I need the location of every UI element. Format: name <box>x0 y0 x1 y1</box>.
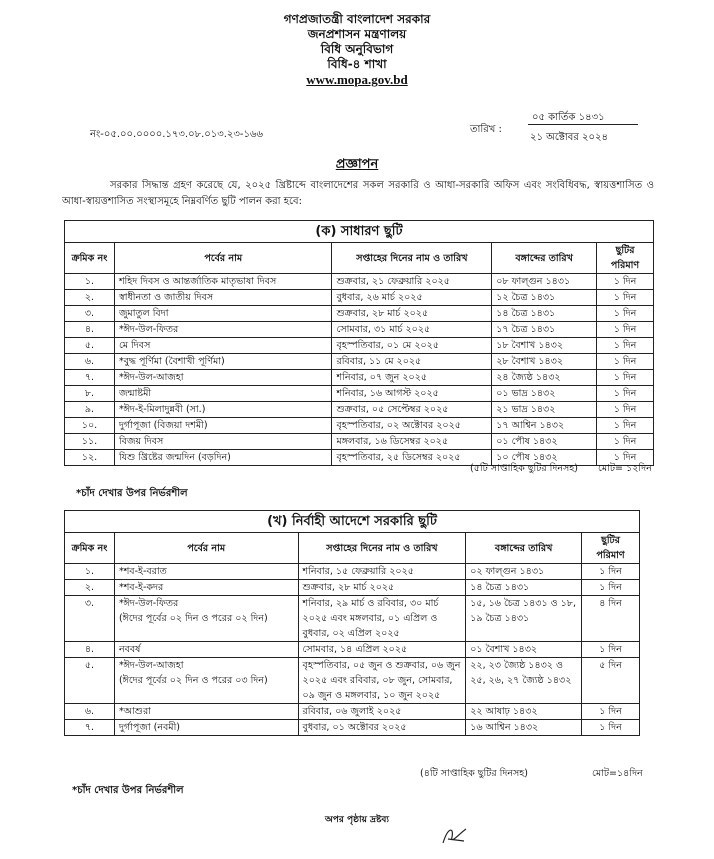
intro-paragraph: সরকার সিদ্ধান্ত গ্রহণ করেছে যে, ২০২৫ খ্রিষ্টাব্দে বাংলাদেশের সকল সরকারি ও আধা-সরকারি অফিস এবং সংবিধিবদ্ধ, স্বায়ত্তশাসিত ও আধা-স্বায়ত্তশাসিত সংস্থাসমূহে নিম্নবর্ণিত ছুটি পালন করা হবে: <box>62 180 654 207</box>
table-cell: ১২. <box>65 450 115 466</box>
table-cell: ১ দিন <box>597 418 654 434</box>
table-cell: ১. <box>65 274 115 290</box>
table-row <box>65 354 654 370</box>
table-a-caption: (ক) সাধারণ ছুটি <box>65 221 654 243</box>
table-cell: বৃহস্পতিবার, ০১ মে ২০২৫ <box>332 338 492 354</box>
page-title <box>0 155 714 176</box>
website-link[interactable]: www.mopa.gov.bd <box>306 72 408 87</box>
table-cell: ০৮ ফাল্গুন ১৪৩১ <box>492 274 597 290</box>
table-cell: বুধবার, ২৬ মার্চ ২০২৫ <box>332 290 492 306</box>
table-cell: ৫. <box>65 658 115 704</box>
table-cell: শুক্রবার, ২৮ মার্চ ২০২৫ <box>298 580 466 596</box>
govt-name: গণপ্রজাতন্ত্রী বাংলাদেশ সরকার <box>283 12 431 26</box>
table-b-footer-note: (৪টি সাপ্তাহিক ছুটির দিনসহ) <box>420 768 529 779</box>
table-cell: ১৮ বৈশাখ ১৪৩২ <box>492 338 597 354</box>
table-cell: ১৫, ১৬ চৈত্র ১৪৩১ ও ১৮, ১৯ চৈত্র ১৪৩১ <box>466 596 582 642</box>
table-cell: ০১ পৌষ ১৪৩২ <box>492 434 597 450</box>
festival-name: *আশুরা <box>118 706 151 717</box>
bangla-date: ০৫ কার্তিক ১৪৩১ <box>532 112 605 123</box>
table-a-footer-total: মোট= ১২দিন <box>598 463 652 474</box>
table-cell: ৩. <box>65 306 115 322</box>
table-cell: ৪ দিন <box>582 596 640 642</box>
table-a-header: পর্বের নাম <box>114 243 332 274</box>
table-cell: শনিবার, ০৭ জুন ২০২৫ <box>332 370 492 386</box>
section-name: বিধি-৪ শাখা <box>327 57 387 71</box>
date-divider <box>528 124 638 125</box>
table-row <box>65 642 640 658</box>
table-cell: জুমাতুল বিদা <box>114 306 332 322</box>
table-b-moon-note: *চাঁদ দেখার উপর নির্ভরশীল <box>72 785 184 796</box>
table-row <box>65 274 654 290</box>
table-cell: ০১ ভাদ্র ১৪৩২ <box>492 386 597 402</box>
festival-name: নববর্ষ <box>118 644 141 655</box>
table-cell: বৃহস্পতিবার, ০২ অক্টোবর ২০২৫ <box>332 418 492 434</box>
table-row <box>65 306 654 322</box>
table-cell: ১৬ আশ্বিন ১৪৩২ <box>466 720 582 736</box>
table-b-header: বঙ্গাব্দের তারিখ <box>466 533 582 564</box>
table-cell: ১৪ চৈত্র ১৪৩১ <box>492 306 597 322</box>
table-cell: ৭. <box>65 720 115 736</box>
table-cell: শনিবার, ২৯ মার্চ ও রবিবার, ৩০ মার্চ ২০২৫ এবং মঙ্গলবার, ০১ এপ্রিল ও বুধবার, ০২ এপ্রিল ২০২৫ <box>298 596 466 642</box>
table-cell: স্বাধীনতা ও জাতীয় দিবস <box>114 290 332 306</box>
table-cell: ৮. <box>65 386 115 402</box>
table-cell: বৃহস্পতিবার, ২৫ ডিসেম্বর ২০২৫ <box>332 450 492 466</box>
general-holidays-table <box>64 220 654 466</box>
table-cell <box>114 596 298 642</box>
table-row <box>65 322 654 338</box>
table-cell: ২৮ বৈশাখ ১৪৩২ <box>492 354 597 370</box>
table-cell: ৫ দিন <box>582 658 640 704</box>
table-cell: ১ দিন <box>597 322 654 338</box>
festival-name: *ঈদ-উল-ফিতর <box>118 598 179 609</box>
table-cell <box>114 720 298 736</box>
table-cell: সোমবার, ৩১ মার্চ ২০২৫ <box>332 322 492 338</box>
table-cell: রবিবার, ১১ মে ২০২৫ <box>332 354 492 370</box>
table-cell: ২২, ২৩ জ্যৈষ্ঠ ১৪৩২ ও ২৫, ২৬, ২৭ জ্যৈষ্ঠ ১৪৩২ <box>466 658 582 704</box>
table-cell: ১ দিন <box>597 290 654 306</box>
table-a-header: ক্রমিক নং <box>65 243 115 274</box>
table-cell: শুক্রবার, ০৫ সেপ্টেম্বর ২০২৫ <box>332 402 492 418</box>
table-row <box>65 370 654 386</box>
table-cell: ১ দিন <box>582 642 640 658</box>
table-cell: জন্মাষ্টমী <box>114 386 332 402</box>
table-a-header: সপ্তাহের দিনের নাম ও তারিখ <box>332 243 492 274</box>
table-b-header: পর্বের নাম <box>114 533 298 564</box>
table-row <box>65 418 654 434</box>
table-cell: ১১. <box>65 434 115 450</box>
table-a-footer-note: (৫টি সাপ্তাহিক ছুটির দিনসহ) <box>470 463 579 474</box>
table-cell: *ঈদ-উল-আজহা <box>114 370 332 386</box>
signature-mark <box>440 823 470 849</box>
table-cell: শনিবার, ১৬ আগস্ট ২০২৫ <box>332 386 492 402</box>
table-row <box>65 434 654 450</box>
table-row <box>65 564 640 580</box>
table-cell: ১ দিন <box>597 354 654 370</box>
table-a-header: বঙ্গাব্দের তারিখ <box>492 243 597 274</box>
table-cell: শুক্রবার, ২১ ফেব্রুয়ারি ২০২৫ <box>332 274 492 290</box>
table-row <box>65 596 640 642</box>
table-cell <box>114 704 298 720</box>
table-cell: বৃহস্পতিবার, ০৫ জুন ও শুক্রবার, ০৬ জুন ২০২৫ এবং রবিবার, ০৮ জুন, সোমবার, ০৯ জুন ও মঙ্গলবার, ১০ জুন ২০২৫ <box>298 658 466 704</box>
table-cell <box>114 642 298 658</box>
table-cell: ১ দিন <box>597 274 654 290</box>
table-cell: ৪. <box>65 642 115 658</box>
table-cell: ৯. <box>65 402 115 418</box>
table-cell: বিজয় দিবস <box>114 434 332 450</box>
date-label: তারিখ : <box>470 124 502 135</box>
table-cell: ১ দিন <box>597 306 654 322</box>
festival-name: দুর্গাপূজা (নবমী) <box>118 722 180 733</box>
table-cell: শহিদ দিবস ও আন্তর্জাতিক মাতৃভাষা দিবস <box>114 274 332 290</box>
table-cell: ১৭ চৈত্র ১৪৩১ <box>492 322 597 338</box>
festival-note: (ঈদের পূর্বের ০২ দিন ও পরের ০২ দিন) <box>118 613 268 624</box>
table-cell: ০১ বৈশাখ ১৪৩২ <box>466 642 582 658</box>
table-cell: ২১ ভাদ্র ১৪৩২ <box>492 402 597 418</box>
festival-note: (ঈদের পূর্বের ০২ দিন ও পরের ০৩ দিন) <box>118 675 268 686</box>
table-cell: ১ দিন <box>582 580 640 596</box>
table-cell <box>114 658 298 704</box>
table-cell: ১২ চৈত্র ১৪৩১ <box>492 290 597 306</box>
table-row <box>65 290 654 306</box>
table-cell: ৪. <box>65 322 115 338</box>
table-cell: *বুদ্ধ পূর্ণিমা (বৈশাখী পূর্ণিমা) <box>114 354 332 370</box>
table-row <box>65 338 654 354</box>
table-cell: *ঈদ-ই-মিলাদুন্নবী (সা.) <box>114 402 332 418</box>
table-cell: ১০ পৌষ ১৪৩২ <box>492 450 597 466</box>
table-cell: শনিবার, ১৫ ফেব্রুয়ারি ২০২৫ <box>298 564 466 580</box>
table-cell: শুক্রবার, ২৮ মার্চ ২০২৫ <box>332 306 492 322</box>
table-cell: যিশু খ্রিষ্টের জন্মদিন (বড়দিন) <box>114 450 332 466</box>
table-cell: রবিবার, ০৬ জুলাই ২০২৫ <box>298 704 466 720</box>
table-b-footer-total: মোট=১৪দিন <box>592 768 643 779</box>
table-cell: ১৪ চৈত্র ১৪৩১ <box>466 580 582 596</box>
table-row <box>65 386 654 402</box>
table-cell: ১ দিন <box>597 402 654 418</box>
table-cell: ৬. <box>65 354 115 370</box>
table-b-header: সপ্তাহের দিনের নাম ও তারিখ <box>298 533 466 564</box>
table-cell: ২২ আষাঢ় ১৪৩২ <box>466 704 582 720</box>
table-a-header: ছুটির পরিমাণ <box>597 243 654 274</box>
ministry-name: জনপ্রশাসন মন্ত্রণালয় <box>307 27 407 41</box>
continued-note: অপর পৃষ্ঠায় দ্রষ্টব্য <box>325 815 389 825</box>
table-b-header: ছুটির পরিমাণ <box>582 533 640 564</box>
table-cell: দুর্গাপূজা (বিজয়া দশমী) <box>114 418 332 434</box>
table-cell <box>114 564 298 580</box>
table-cell: ৭. <box>65 370 115 386</box>
table-cell <box>114 580 298 596</box>
table-cell: ১ দিন <box>597 434 654 450</box>
table-cell: ১ দিন <box>582 704 640 720</box>
page-title-text: প্রজ্ঞাপন <box>335 157 379 172</box>
table-cell: ১ দিন <box>597 450 654 466</box>
table-cell: ১ দিন <box>597 370 654 386</box>
table-cell: *ঈদ-উল-ফিতর <box>114 322 332 338</box>
table-cell: বুধবার, ০১ অক্টোবর ২০২৫ <box>298 720 466 736</box>
table-row <box>65 580 640 596</box>
table-b-header: ক্রমিক নং <box>65 533 115 564</box>
table-cell: মে দিবস <box>114 338 332 354</box>
table-b-caption: (খ) নির্বাহী আদেশে সরকারি ছুটি <box>65 511 640 533</box>
table-cell: ০২ ফাল্গুন ১৪৩১ <box>466 564 582 580</box>
festival-name: *ঈদ-উল-আজহা <box>118 660 184 671</box>
executive-holidays-table <box>64 510 640 736</box>
table-cell: ২. <box>65 290 115 306</box>
table-row <box>65 704 640 720</box>
table-cell: ১ দিন <box>582 720 640 736</box>
memo-number: নং-০৫.০০.০০০০.১৭৩.০৮.০১৩.২৩-১৬৬ <box>90 129 264 140</box>
festival-name: *শব-ই-বরাত <box>118 566 167 577</box>
table-cell: ১ দিন <box>582 564 640 580</box>
table-cell: ১ দিন <box>597 338 654 354</box>
table-a-moon-note: *চাঁদ দেখার উপর নির্ভরশীল <box>76 488 188 499</box>
table-cell: ৩. <box>65 596 115 642</box>
table-row <box>65 402 654 418</box>
english-date: ২১ অক্টোবর ২০২৪ <box>530 132 609 143</box>
table-cell: সোমবার, ১৪ এপ্রিল ২০২৫ <box>298 642 466 658</box>
table-cell: মঙ্গলবার, ১৬ ডিসেম্বর ২০২৫ <box>332 434 492 450</box>
division-name: বিধি অনুবিভাগ <box>320 42 394 56</box>
table-row <box>65 658 640 704</box>
table-cell: ১ দিন <box>597 386 654 402</box>
table-cell: ২৪ জ্যৈষ্ঠ ১৪৩২ <box>492 370 597 386</box>
table-cell: ৫. <box>65 338 115 354</box>
table-cell: ১. <box>65 564 115 580</box>
table-row <box>65 720 640 736</box>
festival-name: *শব-ই-কদর <box>118 582 164 593</box>
table-cell: ১০. <box>65 418 115 434</box>
table-cell: ৬. <box>65 704 115 720</box>
table-cell: ২. <box>65 580 115 596</box>
table-cell: ১৭ আশ্বিন ১৪৩২ <box>492 418 597 434</box>
letterhead <box>0 12 714 87</box>
